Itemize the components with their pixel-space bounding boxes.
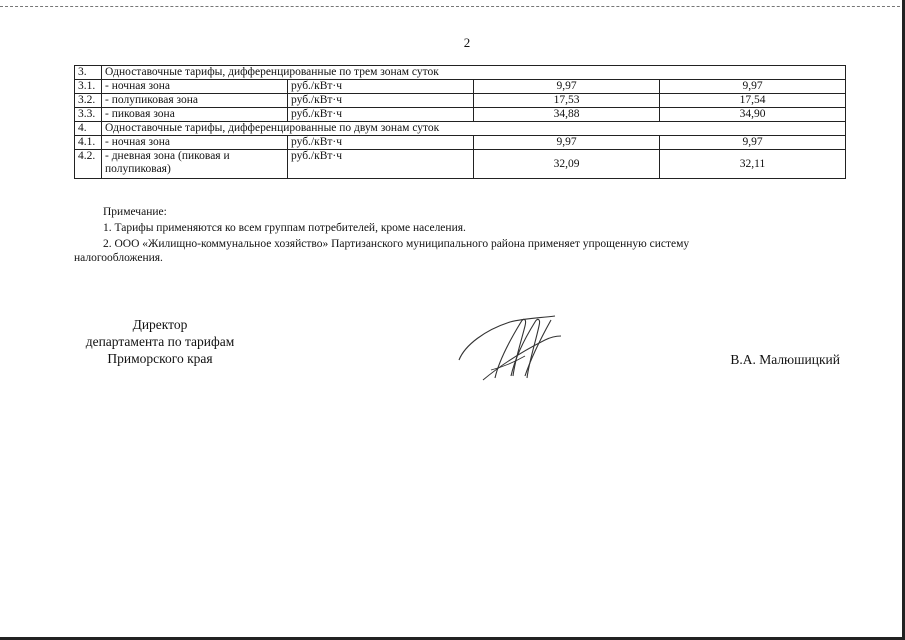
signatory-line-2: департамента по тарифам [85,334,235,349]
value-2: 34,90 [660,108,846,122]
note-item-2: 2. ООО «Жилищно-коммунальное хозяйство» Партизанского муниципального района применяет упрощенную систему [103,238,690,250]
signatory-line-3: Приморского края [107,351,213,366]
row-number: 3.3. [75,108,102,122]
zone-name: - ночная зона [102,80,288,94]
row-number: 4. [75,122,102,136]
zone-name: - полупиковая зона [102,94,288,108]
scan-edge-top [0,0,905,7]
value-1: 17,53 [474,94,660,108]
note-item-1: 1. Тарифы применяются ко всем группам потребителей, кроме населения. [103,222,466,234]
handwritten-signature [455,310,565,385]
value-1: 32,09 [474,150,660,179]
zone-name: - дневная зона (пиковая и полупиковая) [102,150,288,179]
value-1: 34,88 [474,108,660,122]
tariff-table [74,65,846,179]
unit: руб./кВт·ч [288,80,474,94]
page-number: 2 [463,35,471,50]
value-2: 32,11 [660,150,846,179]
table-row-section [75,66,846,80]
table-row-section [75,122,846,136]
signatory-name: В.А. Малюшицкий [730,352,840,367]
unit: руб./кВт·ч [288,108,474,122]
value-2: 17,54 [660,94,846,108]
section-label: Одноставочные тарифы, дифференцированные по трем зонам суток [102,66,846,80]
table-row [75,150,846,179]
unit: руб./кВт·ч [288,136,474,150]
zone-name: - пиковая зона [102,108,288,122]
signatory-title [70,316,250,367]
signatory-line-1: Директор [132,317,188,332]
table-row [75,80,846,94]
table-row [75,94,846,108]
value-1: 9,97 [474,80,660,94]
value-1: 9,97 [474,136,660,150]
value-2: 9,97 [660,136,846,150]
note-item-2-continuation: налогообложения. [74,252,163,264]
unit: руб./кВт·ч [288,94,474,108]
row-number: 4.2. [75,150,102,179]
value-2: 9,97 [660,80,846,94]
row-number: 4.1. [75,136,102,150]
unit: руб./кВт·ч [288,150,474,179]
row-number: 3.1. [75,80,102,94]
zone-name: - ночная зона [102,136,288,150]
table-row [75,136,846,150]
row-number: 3.2. [75,94,102,108]
table-row [75,108,846,122]
row-number: 3. [75,66,102,80]
note-title: Примечание: [103,206,167,218]
section-label: Одноставочные тарифы, дифференцированные по двум зонам суток [102,122,846,136]
